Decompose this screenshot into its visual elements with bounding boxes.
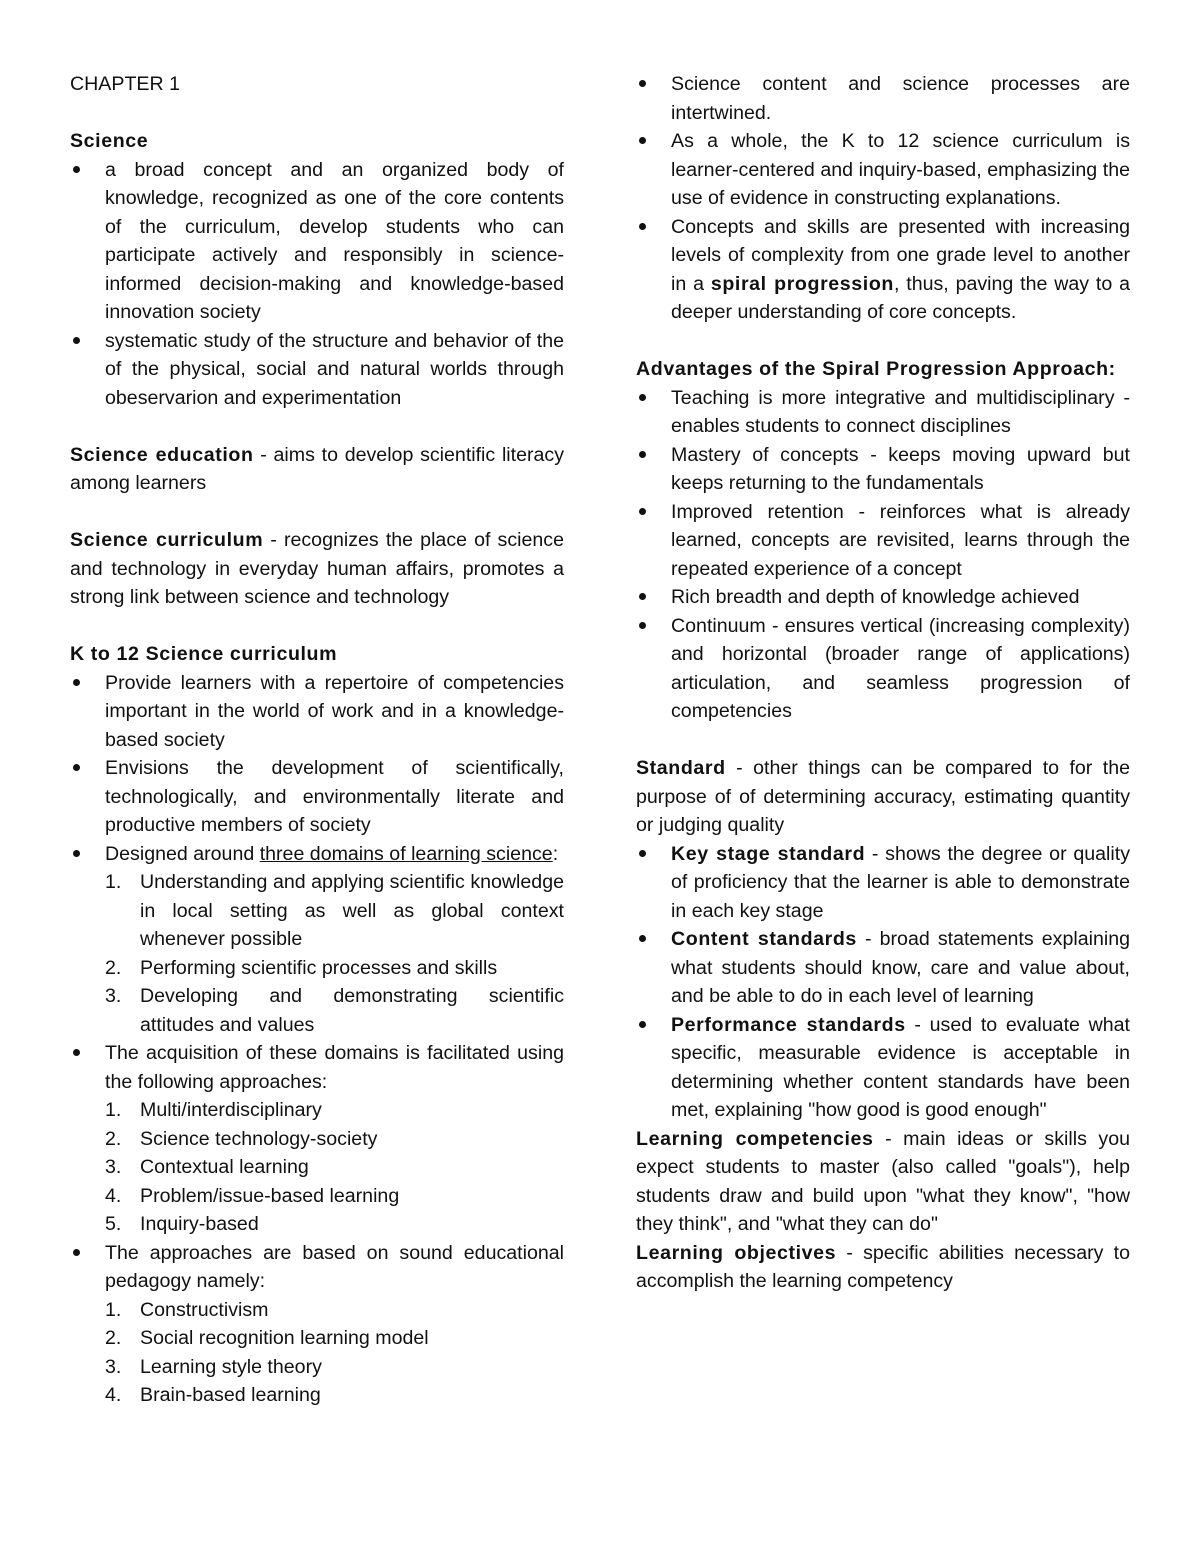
list-item: Rich breadth and depth of knowledge achieved	[636, 583, 1130, 612]
list-item: 4. Problem/issue-based learning	[105, 1184, 400, 1207]
list-item: 4. Brain-based learning	[105, 1384, 321, 1406]
list-item: Improved retention - reinforces what is already learned, concepts are revisited, learns through the repeated experience of a concept	[636, 498, 1130, 584]
curriculum-notes-list	[636, 70, 1130, 327]
chapter-title: CHAPTER 1	[70, 73, 180, 95]
list-item: The approaches are based on sound educational pedagogy namely:	[70, 1239, 564, 1296]
learning-competencies-def: Learning competencies - main ideas or skills you expect students to master (also called "goals"), help students draw and build upon "what they know", "how they think", and "what they can do"	[636, 1127, 1130, 1235]
learning-objectives-def: Learning objectives - specific abilities necessary to accomplish the learning competency	[636, 1241, 1130, 1292]
list-item: 1. Understanding and applying scientific knowledge in local setting as well as global context whenever possible	[105, 871, 564, 950]
list-item: Concepts and skills are presented with increasing levels of complexity from one grade level to another in a spiral progression, thus, paving the way to a deeper understanding of core concepts.	[636, 213, 1130, 327]
list-item: Content standards - broad statements explaining what students should know, care and value about, and be able to do in each level of learning	[636, 925, 1130, 1011]
list-item: 2. Social recognition learning model	[105, 1327, 429, 1349]
list-item: 1. Constructivism	[105, 1298, 269, 1321]
list-item: Designed around three domains of learning science:	[70, 840, 564, 869]
k12-list	[70, 669, 564, 869]
list-item: As a whole, the K to 12 science curriculum is learner-centered and inquiry-based, emphasizing the use of evidence in constructing explanations.	[636, 127, 1130, 213]
standard-def: Standard - other things can be compared to for the purpose of of determining accuracy, estimating quantity or judging quality	[636, 757, 1130, 836]
list-item: Key stage standard - shows the degree or quality of proficiency that the learner is able to demonstrate in each key stage	[636, 840, 1130, 926]
k12-heading: K to 12 Science curriculum	[70, 643, 338, 665]
list-item: Provide learners with a repertoire of competencies important in the world of work and in a knowledge-based society	[70, 669, 564, 755]
list-item: a broad concept and an organized body of knowledge, recognized as one of the core contents of the curriculum, develop students who can participate actively and responsibly in science-informed decision-making and knowledge-based innovation society	[70, 156, 564, 327]
list-item: Performance standards - used to evaluate what specific, measurable evidence is acceptable in determining whether content standards have been met, explaining "how good is good enough"	[636, 1011, 1130, 1125]
domains-list	[70, 868, 564, 1039]
list-item: Envisions the development of scientifically, technologically, and environmentally literate and productive members of society	[70, 754, 564, 840]
list-item: Science content and science processes are intertwined.	[636, 70, 1130, 127]
approaches-list	[70, 1096, 564, 1239]
list-item: 3. Learning style theory	[105, 1355, 322, 1378]
list-item: 2. Science technology-society	[105, 1127, 378, 1150]
pedagogy-list	[70, 1296, 564, 1410]
standards-list	[636, 840, 1130, 1125]
science-list	[70, 156, 564, 413]
list-item: Mastery of concepts - keeps moving upward but keeps returning to the fundamentals	[636, 441, 1130, 498]
list-item: 5. Inquiry-based	[105, 1213, 259, 1235]
science-education-def: Science education - aims to develop scientific literacy among learners	[70, 443, 565, 494]
list-item: The acquisition of these domains is facilitated using the following approaches:	[70, 1039, 564, 1096]
k12-list-3	[70, 1239, 564, 1296]
science-curriculum-def: Science curriculum - recognizes the place of science and technology in everyday human affairs, promotes a strong link between science and technology	[70, 529, 564, 608]
science-heading: Science	[70, 130, 149, 152]
k12-list-2	[70, 1039, 564, 1096]
list-item: systematic study of the structure and behavior of the of the physical, social and natural worlds through obeservarion and experimentation	[70, 327, 564, 413]
left-column	[70, 70, 564, 1410]
list-item: 2. Performing scientific processes and skills	[105, 956, 498, 979]
right-column	[636, 70, 1130, 1296]
list-item: Continuum - ensures vertical (increasing complexity) and horizontal (broader range of applications) articulation, and seamless progression of competencies	[636, 612, 1130, 726]
advantages-heading: Advantages of the Spiral Progression Approach:	[636, 358, 1116, 380]
advantages-list	[636, 384, 1130, 726]
list-item: 1. Multi/interdisciplinary	[105, 1099, 322, 1121]
list-item: 3. Developing and demonstrating scientific attitudes and values	[105, 985, 564, 1036]
list-item: Teaching is more integrative and multidisciplinary - enables students to connect disciplines	[636, 384, 1130, 441]
domains-link-text: three domains of learning science	[259, 842, 553, 865]
list-item: 3. Contextual learning	[105, 1156, 309, 1178]
